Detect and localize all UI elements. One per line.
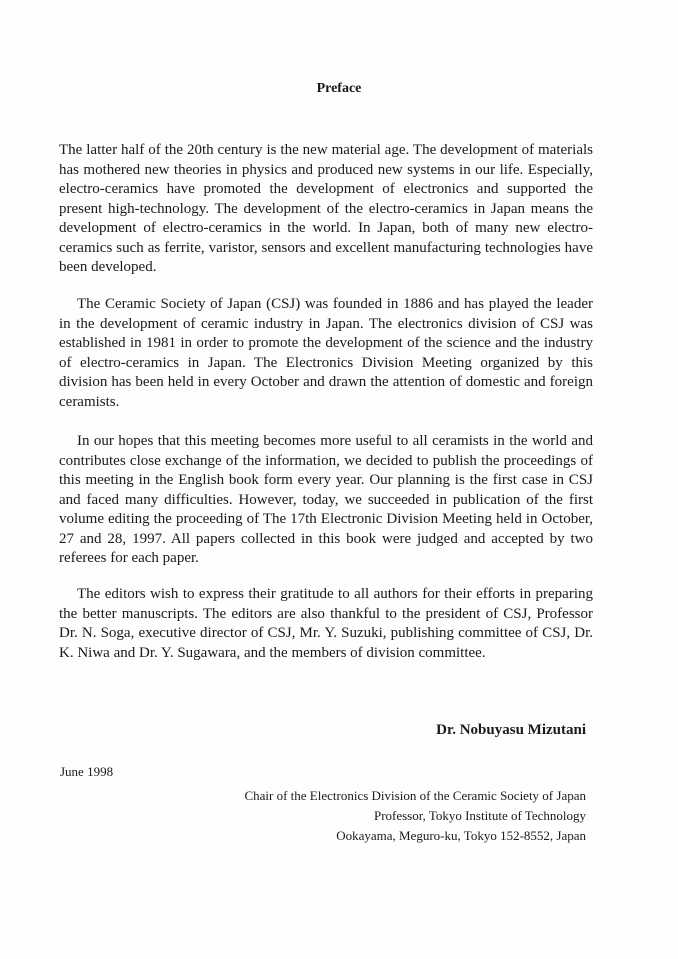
author-signature: Dr. Nobuyasu Mizutani <box>436 722 586 738</box>
affiliation-line: Chair of the Electronics Division of the Ceramic Society of Japan <box>244 788 586 803</box>
author-affiliation <box>244 786 586 846</box>
date-line: June 1998 <box>60 764 114 779</box>
paragraph: The latter half of the 20th century is the new material age. The development of materials has mothered new theories in physics and produced new systems in our life. Especially, electro-ceramics have promoted the development of electronics and supported the present high-technology. The development of the electro-ceramics in Japan means the development of electro-ceramics in the world. In Japan, both of many new electro-ceramics such as ferrite, varistor, sensors and excellent manufacturing technologies have been developed. <box>59 142 593 275</box>
paragraph-3-block <box>59 432 593 569</box>
paragraph-4-block <box>59 585 593 663</box>
paragraph: In our hopes that this meeting becomes more useful to all ceramists in the world and contributes close exchange of the information, we decided to publish the proceedings of this meeting in the English book form every year. Our planning is the first case in CSJ and faced many difficulties. However, today, we succeeded in publication of the first volume editing the proceeding of The 17th Electronic Division Meeting held in October, 27 and 28, 1997. All papers collected in this book were judged and accepted by two referees for each paper. <box>59 433 593 566</box>
paragraph-2-block <box>59 295 593 412</box>
affiliation-line: Ookayama, Meguro-ku, Tokyo 152-8552, Japan <box>336 828 586 843</box>
paragraph-1-block <box>59 141 593 278</box>
page-title: Preface <box>316 81 362 96</box>
paragraph: The editors wish to express their gratitude to all authors for their efforts in preparing the better manuscripts. The editors are also thankful to the president of CSJ, Professor Dr. N. Soga, executive director of CSJ, Mr. Y. Suzuki, publishing committee of CSJ, Dr. K. Niwa and Dr. Y. Sugawara, and the members of division committee. <box>59 586 593 661</box>
affiliation-line: Professor, Tokyo Institute of Technology <box>373 808 586 823</box>
paragraph: The Ceramic Society of Japan (CSJ) was founded in 1886 and has played the leader in the development of ceramic industry in Japan. The electronics division of CSJ was established in 1981 in order to promote the development of the science and the industry of electro-ceramics in Japan. The Electronics Division Meeting organized by this division has been held in every October and drawn the attention of domestic and foreign ceramists. <box>59 296 593 410</box>
